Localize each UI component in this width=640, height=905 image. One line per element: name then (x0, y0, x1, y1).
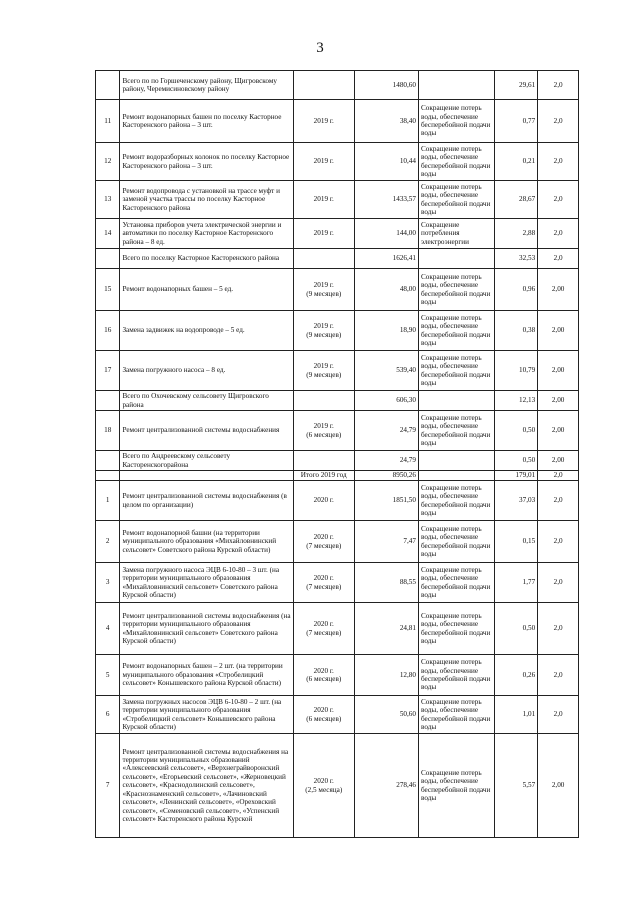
row-number-cell: 5 (96, 655, 120, 696)
share-cell: 0,77 (495, 100, 538, 143)
work-name-cell: Всего по по Горшеченскому району, Щигровскому району, Черемисиновскому району (120, 71, 293, 100)
share-cell: 179,01 (495, 471, 538, 481)
period-cell: 2019 г. (293, 181, 354, 219)
table-row (96, 181, 579, 219)
effect-cell (418, 471, 494, 481)
share-cell: 0,50 (495, 411, 538, 451)
period-cell (293, 71, 354, 100)
table-row (96, 411, 579, 451)
share-cell: 0,15 (495, 521, 538, 563)
amount-cell: 144,00 (354, 219, 418, 249)
effect-cell: Сокращение потерь воды, обеспечение бесперебойной подачи воды (418, 411, 494, 451)
share-cell: 29,61 (495, 71, 538, 100)
period-cell: 2019 г. (6 месяцев) (293, 411, 354, 451)
amount-cell: 1851,50 (354, 481, 418, 521)
amount-cell: 7,47 (354, 521, 418, 563)
effect-cell (418, 391, 494, 411)
table-row (96, 481, 579, 521)
period-cell: 2020 г. (7 месяцев) (293, 563, 354, 603)
table-row (96, 311, 579, 351)
work-name-cell: Ремонт водонапорных башен по поселку Касторное Касторенского района – 3 шт. (120, 100, 293, 143)
work-name-cell: Ремонт водоразборных колонок по поселку Касторное Касторенского района – 3 шт. (120, 143, 293, 181)
period-cell: 2019 г. (293, 219, 354, 249)
share-cell: 1,77 (495, 563, 538, 603)
subtotal-row (96, 249, 579, 269)
table-row (96, 143, 579, 181)
rate-cell: 2,0 (538, 696, 579, 734)
share-cell: 0,50 (495, 603, 538, 655)
period-cell (293, 249, 354, 269)
amount-cell: 50,60 (354, 696, 418, 734)
rate-cell: 2,00 (538, 734, 579, 838)
row-number-cell: 7 (96, 734, 120, 838)
period-cell (293, 391, 354, 411)
effect-cell: Сокращение потерь воды, обеспечение бесперебойной подачи воды (418, 563, 494, 603)
period-cell: 2019 г. (9 месяцев) (293, 311, 354, 351)
rate-cell: 2,0 (538, 181, 579, 219)
amount-cell: 278,46 (354, 734, 418, 838)
period-cell: 2020 г. (293, 481, 354, 521)
subtotal-row (96, 391, 579, 411)
amount-cell: 606,30 (354, 391, 418, 411)
period-cell: 2020 г. (6 месяцев) (293, 696, 354, 734)
row-number-cell (96, 451, 120, 471)
table-row (96, 696, 579, 734)
row-number-cell: 6 (96, 696, 120, 734)
share-cell: 0,96 (495, 269, 538, 311)
amount-cell: 8950,26 (354, 471, 418, 481)
row-number-cell (96, 71, 120, 100)
period-cell: 2019 г. (293, 143, 354, 181)
amount-cell: 24,79 (354, 451, 418, 471)
effect-cell: Сокращение потерь воды, обеспечение бесперебойной подачи воды (418, 655, 494, 696)
rate-cell: 2,0 (538, 143, 579, 181)
period-cell: 2020 г. (7 месяцев) (293, 521, 354, 563)
page-number: 3 (316, 40, 324, 56)
rate-cell: 2,0 (538, 655, 579, 696)
total-row (96, 471, 579, 481)
share-cell: 28,67 (495, 181, 538, 219)
period-cell: 2019 г. (9 месяцев) (293, 351, 354, 391)
period-cell: 2020 г. (2,5 месяца) (293, 734, 354, 838)
table-row (96, 734, 579, 838)
row-number-cell: 16 (96, 311, 120, 351)
effect-cell: Сокращение потерь воды, обеспечение бесперебойной подачи воды (418, 734, 494, 838)
share-cell: 0,21 (495, 143, 538, 181)
work-name-cell: Всего по Андреевскому сельсовету Касторенскогорайона (120, 451, 293, 471)
amount-cell: 539,40 (354, 351, 418, 391)
work-name-cell: Замена погружного насоса – 8 ед. (120, 351, 293, 391)
table-row (96, 219, 579, 249)
rate-cell: 2,00 (538, 451, 579, 471)
share-cell: 2,88 (495, 219, 538, 249)
work-name-cell: Всего по Охочевскому сельсовету Щигровского района (120, 391, 293, 411)
amount-cell: 24,81 (354, 603, 418, 655)
effect-cell: Сокращение потерь воды, обеспечение бесперебойной подачи воды (418, 100, 494, 143)
table-row (96, 521, 579, 563)
subtotal-row (96, 451, 579, 471)
row-number-cell: 4 (96, 603, 120, 655)
work-name-cell: Ремонт водонапорных башен – 2 шт. (на территории муниципального образования «Стробелицкий сельсовет» Конышевского района Курской области) (120, 655, 293, 696)
amount-cell: 1626,41 (354, 249, 418, 269)
effect-cell: Сокращение потерь воды, обеспечение бесперебойной подачи воды (418, 143, 494, 181)
amount-cell: 1480,60 (354, 71, 418, 100)
table-row (96, 563, 579, 603)
rate-cell: 2,0 (538, 100, 579, 143)
effect-cell: Сокращение потребления электроэнергии (418, 219, 494, 249)
effect-cell (418, 249, 494, 269)
table-row (96, 269, 579, 311)
share-cell: 37,03 (495, 481, 538, 521)
amount-cell: 48,00 (354, 269, 418, 311)
rate-cell: 2,0 (538, 71, 579, 100)
period-cell: 2019 г. (9 месяцев) (293, 269, 354, 311)
rate-cell: 2,0 (538, 563, 579, 603)
row-number-cell: 1 (96, 481, 120, 521)
effect-cell: Сокращение потерь воды, обеспечение бесперебойной подачи воды (418, 603, 494, 655)
work-name-cell: Замена погружных насосов ЭЦВ 6-10-80 – 2 шт. (на территории муниципального образования «Стробелицкий сельсовет» Конышевского района Курской области) (120, 696, 293, 734)
share-cell: 32,53 (495, 249, 538, 269)
rate-cell: 2,0 (538, 471, 579, 481)
work-name-cell: Замена задвижек на водопроводе – 5 ед. (120, 311, 293, 351)
work-name-cell: Замена погружного насоса ЭЦВ 6-10-80 – 3 шт. (на территории муниципального образования «Михайловнинский сельсовет» Советского района Курской области) (120, 563, 293, 603)
amount-cell: 12,80 (354, 655, 418, 696)
row-number-cell: 18 (96, 411, 120, 451)
rate-cell: 2,0 (538, 219, 579, 249)
row-number-cell (96, 391, 120, 411)
effect-cell: Сокращение потерь воды, обеспечение бесперебойной подачи воды (418, 696, 494, 734)
row-number-cell: 2 (96, 521, 120, 563)
work-name-cell: Ремонт централизованной системы водоснабжения на территории муниципальных образований «Алексеевский сельсовет», «Верхнеграйворонский сельсовет», «Егорьевский сельсовет», «Жерновецкий сельсовет», «Краснодолинский сельсовет», «Краснознаменский сельсовет», «Лачиновский сельсовет», «Ленинский сельсовет», «Ореховский сельсовет», «Семеновский сельсовет», «Успенский сельсовет» Касторенского района Курской (120, 734, 293, 838)
share-cell: 5,57 (495, 734, 538, 838)
table-row (96, 603, 579, 655)
amount-cell: 18,90 (354, 311, 418, 351)
rate-cell: 2,0 (538, 603, 579, 655)
work-name-cell: Ремонт централизованной системы водоснабжения (на территории муниципального образования «Михайловнинский сельсовет» Советского района Курской области) (120, 603, 293, 655)
row-number-cell: 13 (96, 181, 120, 219)
effect-cell (418, 451, 494, 471)
share-cell: 1,01 (495, 696, 538, 734)
effect-cell: Сокращение потерь воды, обеспечение бесперебойной подачи воды (418, 351, 494, 391)
period-cell: Итого 2019 год (293, 471, 354, 481)
rate-cell: 2,0 (538, 481, 579, 521)
table-row (96, 655, 579, 696)
rate-cell: 2,00 (538, 351, 579, 391)
amount-cell: 88,55 (354, 563, 418, 603)
effect-cell: Сокращение потерь воды, обеспечение бесперебойной подачи воды (418, 481, 494, 521)
work-name-cell (120, 471, 293, 481)
effect-cell: Сокращение потерь воды, обеспечение бесперебойной подачи воды (418, 269, 494, 311)
table-row (96, 100, 579, 143)
work-name-cell: Ремонт централизованной системы водоснабжения (в целом по организации) (120, 481, 293, 521)
rate-cell: 2,0 (538, 521, 579, 563)
work-name-cell: Ремонт водонапорных башен – 5 ед. (120, 269, 293, 311)
period-cell (293, 451, 354, 471)
rate-cell: 2,0 (538, 249, 579, 269)
rate-cell: 2,00 (538, 411, 579, 451)
share-cell: 0,26 (495, 655, 538, 696)
row-number-cell (96, 471, 120, 481)
row-number-cell: 3 (96, 563, 120, 603)
share-cell: 12,13 (495, 391, 538, 411)
table-row (96, 351, 579, 391)
row-number-cell: 15 (96, 269, 120, 311)
amount-cell: 10,44 (354, 143, 418, 181)
amount-cell: 38,40 (354, 100, 418, 143)
work-name-cell: Всего по поселку Касторное Касторенского района (120, 249, 293, 269)
amount-cell: 24,79 (354, 411, 418, 451)
effect-cell: Сокращение потерь воды, обеспечение бесперебойной подачи воды (418, 521, 494, 563)
row-number-cell: 17 (96, 351, 120, 391)
rate-cell: 2,00 (538, 311, 579, 351)
period-cell: 2020 г. (7 месяцев) (293, 603, 354, 655)
row-number-cell: 11 (96, 100, 120, 143)
work-name-cell: Ремонт централизованной системы водоснабжения (120, 411, 293, 451)
work-name-cell: Ремонт водонапорной башни (на территории муниципального образования «Михайловнинский сельсовет» Советского района Курской области) (120, 521, 293, 563)
share-cell: 0,50 (495, 451, 538, 471)
investment-table (95, 70, 579, 838)
work-name-cell: Установка приборов учета электрической энергии и автоматики по поселку Касторное Касторенского района – 8 ед. (120, 219, 293, 249)
share-cell: 10,79 (495, 351, 538, 391)
work-name-cell: Ремонт водопровода с установкой на трассе муфт и заменой участка трассы по поселку Касторное Касторенского района (120, 181, 293, 219)
effect-cell: Сокращение потерь воды, обеспечение бесперебойной подачи воды (418, 311, 494, 351)
row-number-cell (96, 249, 120, 269)
effect-cell: Сокращение потерь воды, обеспечение бесперебойной подачи воды (418, 181, 494, 219)
row-number-cell: 12 (96, 143, 120, 181)
period-cell: 2020 г. (6 месяцев) (293, 655, 354, 696)
row-number-cell: 14 (96, 219, 120, 249)
rate-cell: 2,00 (538, 269, 579, 311)
effect-cell (418, 71, 494, 100)
amount-cell: 1433,57 (354, 181, 418, 219)
rate-cell: 2,00 (538, 391, 579, 411)
share-cell: 0,38 (495, 311, 538, 351)
period-cell: 2019 г. (293, 100, 354, 143)
subtotal-row (96, 71, 579, 100)
